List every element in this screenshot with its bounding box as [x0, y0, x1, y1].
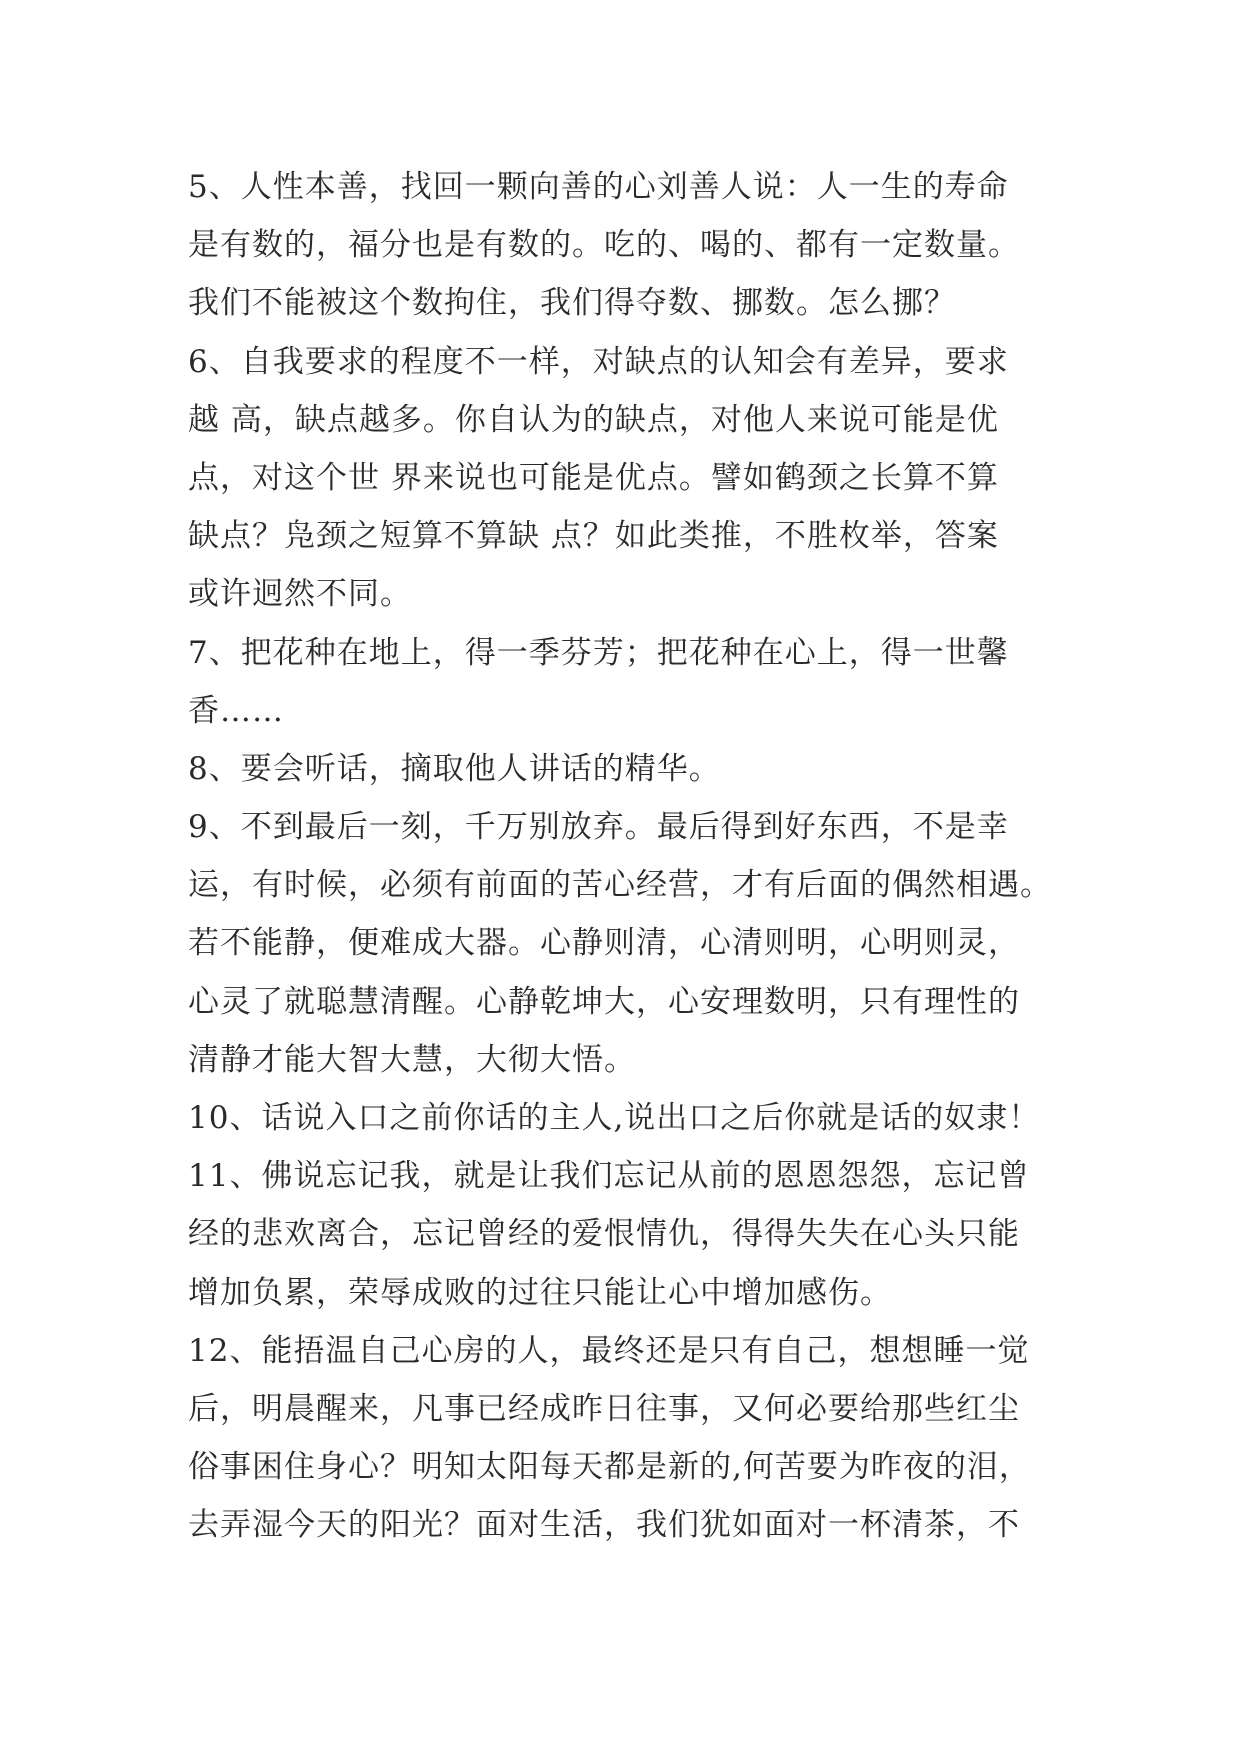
- text-line: 我们不能被这个数拘住，我们得夺数、挪数。怎么挪？: [188, 285, 956, 322]
- text-line: 7、把花种在地上，得一季芬芳；把花种在心上，得一世馨: [188, 634, 1009, 671]
- text-line: 若不能静，便难成大器。心静则清，心清则明，心明则灵，: [188, 925, 1020, 962]
- text-line: 心灵了就聪慧清醒。心静乾坤大，心安理数明，只有理性的: [188, 983, 1020, 1020]
- text-line: 俗事困住身心？明知太阳每天都是新的,何苦要为昨夜的泪，: [188, 1449, 1031, 1486]
- text-line: 缺点？凫颈之短算不算缺 点？如此类推，不胜枚举，答案: [188, 518, 999, 555]
- text-line: 6、自我要求的程度不一样，对缺点的认知会有差异，要求: [188, 343, 1009, 380]
- text-line: 经的悲欢离合，忘记曾经的爱恨情仇，得得失失在心头只能: [188, 1216, 1020, 1253]
- text-line: 8、要会听话，摘取他人讲话的精华。: [188, 750, 721, 787]
- text-line: 去弄湿今天的阳光？面对生活，我们犹如面对一杯清茶，不: [188, 1507, 1020, 1544]
- body-text: [188, 158, 1068, 1555]
- text-line: 或许迥然不同。: [188, 576, 412, 613]
- text-line: 5、人性本善，找回一颗向善的心刘善人说：人一生的寿命: [188, 169, 1009, 205]
- text-line: 后，明晨醒来，凡事已经成昨日往事，又何必要给那些红尘: [188, 1390, 1020, 1427]
- text-line: 是有数的，福分也是有数的。吃的、喝的、都有一定数量。: [188, 227, 1020, 264]
- text-line: 增加负累，荣辱成败的过往只能让心中增加感伤。: [188, 1274, 892, 1311]
- text-line: 香……: [188, 692, 284, 729]
- text-line: 点，对这个世 界来说也可能是优点。譬如鹤颈之长算不算: [188, 459, 999, 496]
- text-line: 10、话说入口之前你话的主人,说出口之后你就是话的奴隶！: [188, 1100, 1041, 1136]
- text-line: 9、不到最后一刻，千万别放弃。最后得到好东西，不是幸: [188, 809, 1009, 846]
- text-line: 清静才能大智大慧，大彻大悟。: [188, 1041, 636, 1078]
- text-line: 运，有时候，必须有前面的苦心经营，才有后面的偶然相遇。: [188, 867, 1052, 904]
- text-line: 11、佛说忘记我，就是让我们忘记从前的恩恩怨怨，忘记曾: [188, 1158, 1030, 1195]
- text-line: 12、能捂温自己心房的人，最终还是只有自己，想想睡一觉: [188, 1332, 1030, 1369]
- text-line: 越 高，缺点越多。你自认为的缺点，对他人来说可能是优: [188, 401, 999, 438]
